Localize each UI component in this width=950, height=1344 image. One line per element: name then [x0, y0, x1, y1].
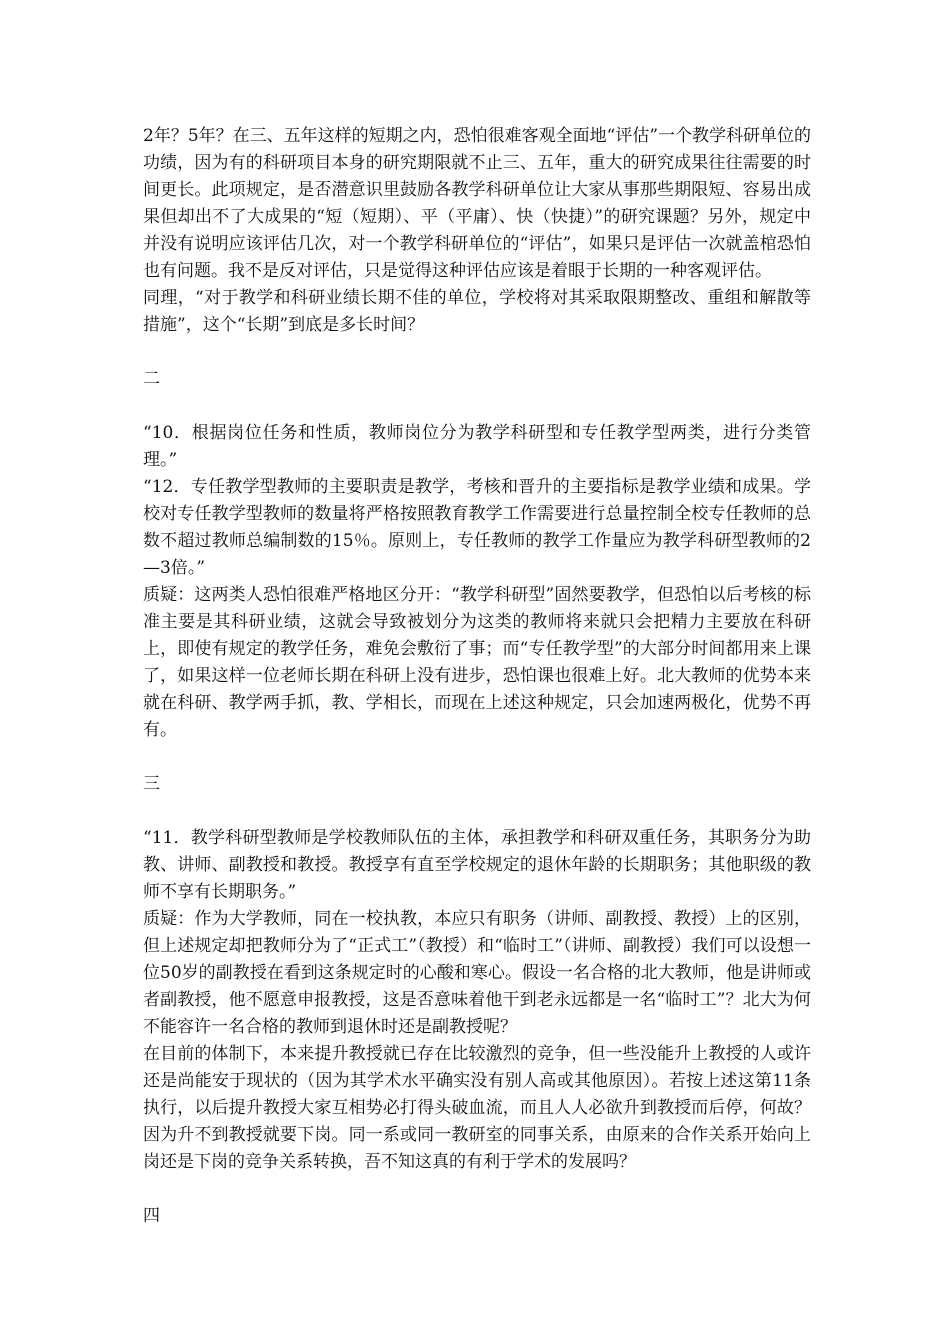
paragraph-competition: 在目前的体制下，本来提升教授就已存在比较激烈的竞争，但一些没能升上教授的人或许还是尚能安于现状的（因为其学术水平确实没有别人高或其他原因）。若按上述这第11条执行，以后提升教授大家互相势必打得头破血流，而且人人必欲升到教授而后停，何故？因为升不到教授就要下岗。同一系或同一教研室的同事关系，由原来的合作关系开始向上岗还是下岗的竞争关系转换，吾不知这真的有利于学术的发展吗？	[143, 1044, 811, 1172]
paragraph-question-positions: 质疑：作为大学教师，同在一校执教，本应只有职务（讲师、副教授、教授）上的区别，但上述规定却把教师分为了“正式工”（教授）和“临时工”（讲师、副教授）我们可以设想一位50岁的副教授在看到这条规定时的心酸和寒心。假设一名合格的北大教师，他是讲师或者副教授，他不愿意申报教授，这是否意味着他干到老永远都是一名“临时工”？北大为何不能容许一名合格的教师到退休时还是副教授呢？	[143, 909, 811, 1037]
section-heading-4: 四	[143, 1206, 160, 1226]
section-heading-2: 二	[143, 369, 160, 389]
paragraph-question-two-types: 质疑：这两类人恐怕很难严格地区分开：“教学科研型”固然要教学，但恐怕以后考核的标准主要是其科研业绩，这就会导致被划分为这类的教师将来就只会把精力主要放在科研上，即使有规定的教学任务，难免会敷衍了事；而“专任教学型”的大部分时间都用来上课了，如果这样一位老师长期在科研上没有进步，恐怕课也很难上好。北大教师的优势本来就在科研、教学两手抓，教、学相长，而现在上述这种规定，只会加速两极化，优势不再有。	[143, 585, 811, 740]
document-page	[143, 123, 811, 1257]
paragraph-clause-10: “10．根据岗位任务和性质，教师岗位分为教学科研型和专任教学型两类，进行分类管理。”	[143, 423, 811, 470]
paragraph-evaluation-period: 2年？5年？在三、五年这样的短期之内，恐怕很难客观全面地“评估”一个教学科研单位的功绩，因为有的科研项目本身的研究期限就不止三、五年，重大的研究成果往往需要的时间更长。此项规定，是否潜意识里鼓励各教学科研单位让大家从事那些期限短、容易出成果但却出不了大成果的“短（短期）、平（平庸）、快（快捷）”的研究课题？另外，规定中并没有说明应该评估几次，对一个教学科研单位的“评估”，如果只是评估一次就盖棺恐怕也有问题。我不是反对评估，只是觉得这种评估应该是着眼于长期的一种客观评估。	[143, 126, 812, 281]
paragraph-long-term-question: 同理，“对于教学和科研业绩长期不佳的单位，学校将对其采取限期整改、重组和解散等措施”，这个“长期”到底是多长时间？	[143, 288, 811, 335]
section-heading-3: 三	[143, 774, 160, 794]
paragraph-clause-11: “11．教学科研型教师是学校教师队伍的主体，承担教学和科研双重任务，其职务分为助教、讲师、副教授和教授。教授享有直至学校规定的退休年龄的长期职务；其他职级的教师不享有长期职务。”	[143, 828, 811, 902]
paragraph-clause-12: “12．专任教学型教师的主要职责是教学，考核和晋升的主要指标是教学业绩和成果。学校对专任教学型教师的数量将严格按照教育教学工作需要进行总量控制全校专任教师的总数不超过教师总编制数的15％。原则上，专任教师的教学工作量应为教学科研型教师的2—3倍。”	[143, 477, 811, 578]
